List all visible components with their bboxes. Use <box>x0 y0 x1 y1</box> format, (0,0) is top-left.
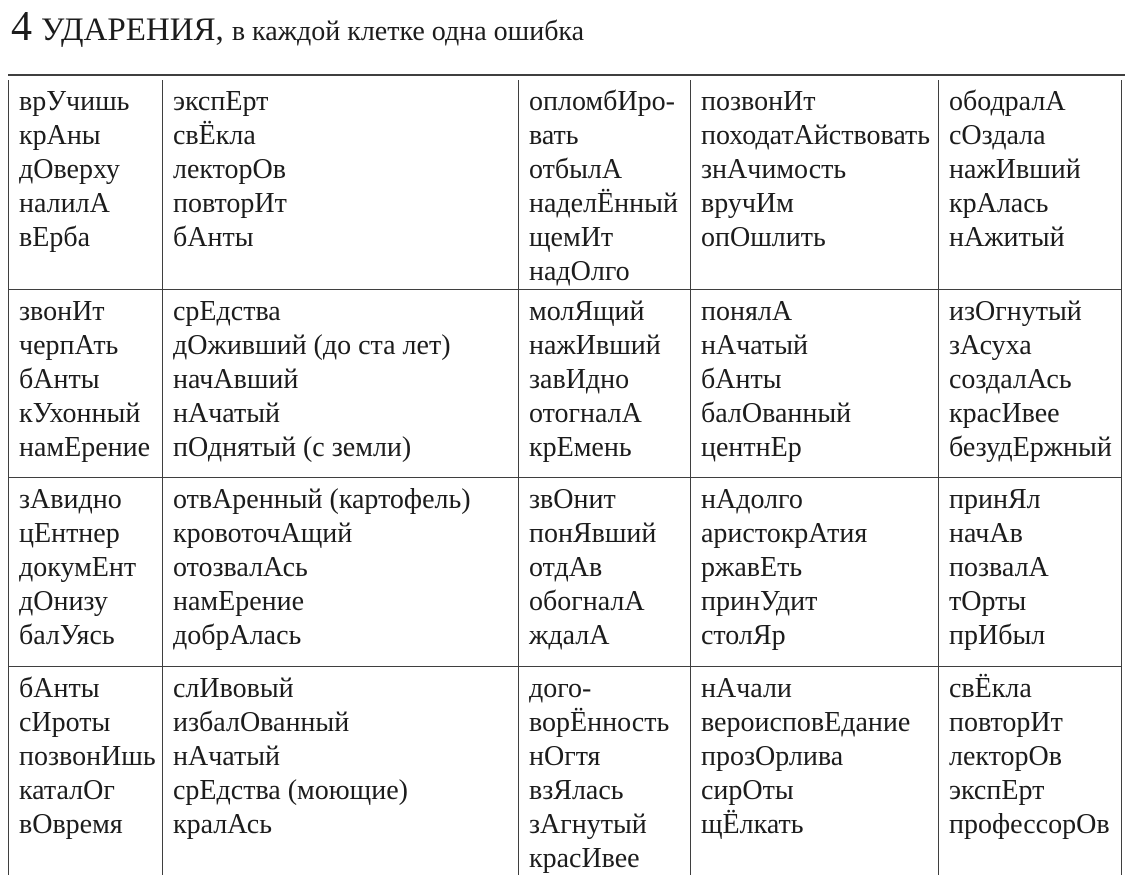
word-line: цЕнтнер <box>19 518 120 549</box>
word-line: балУясь <box>19 620 115 651</box>
word-line: нажИвший <box>949 154 1081 185</box>
word-line: опломбИро- <box>529 86 675 117</box>
word-line: бАнты <box>173 222 254 253</box>
word-line: прИбыл <box>949 620 1046 651</box>
table-cell-r3c4 <box>691 478 939 667</box>
word-line: слИвовый <box>173 673 294 704</box>
word-line: добрАлась <box>173 620 302 651</box>
word-line: позвонИшь <box>19 741 156 772</box>
stress-words-table <box>8 80 1122 875</box>
table-cell-r2c5 <box>939 290 1121 478</box>
table-cell-r2c2 <box>163 290 519 478</box>
table-cell-r1c3 <box>519 80 691 290</box>
word-line: вОвремя <box>19 809 123 840</box>
table-cell-r3c2 <box>163 478 519 667</box>
word-line: походатАйствовать <box>701 120 931 151</box>
word-line: зАвидно <box>19 484 122 515</box>
word-line: отбылА <box>529 154 623 185</box>
word-line: отозвалАсь <box>173 552 308 583</box>
table-cell-r1c1 <box>9 80 163 290</box>
word-line: пОднятый (с земли) <box>173 432 412 463</box>
word-line: безудЕржный <box>949 432 1112 463</box>
word-line: обогналА <box>529 586 645 617</box>
word-line: крАны <box>19 120 101 151</box>
word-line: врУчишь <box>19 86 130 117</box>
word-line: позвонИт <box>701 86 816 117</box>
word-line: черпАть <box>19 330 119 361</box>
word-line: принЯл <box>949 484 1041 515</box>
table-cell-r3c3 <box>519 478 691 667</box>
word-line: каталОг <box>19 775 115 806</box>
word-line: вать <box>529 120 579 151</box>
word-line: отвАренный (картофель) <box>173 484 471 515</box>
word-line: красИвее <box>949 398 1060 429</box>
word-line: создалАсь <box>949 364 1072 395</box>
horizontal-rule <box>8 74 1125 76</box>
table-cell-r4c2 <box>163 667 519 875</box>
word-line: налилА <box>19 188 110 219</box>
word-line: зАсуха <box>949 330 1032 361</box>
table-cell-r2c4 <box>691 290 939 478</box>
word-line: кУхонный <box>19 398 141 429</box>
word-line: бАнты <box>19 364 100 395</box>
page-title <box>11 6 584 48</box>
word-line: звонИт <box>19 296 105 327</box>
table-cell-r1c5 <box>939 80 1121 290</box>
table-cell-r4c5 <box>939 667 1121 875</box>
word-line: намЕрение <box>173 586 305 617</box>
word-line: нАчатый <box>701 330 809 361</box>
word-line: нАчали <box>701 673 792 704</box>
word-line: начАв <box>949 518 1023 549</box>
word-line: взЯлась <box>529 775 624 806</box>
word-line: дОнизу <box>19 586 108 617</box>
word-line: дого- <box>529 673 592 704</box>
word-line: докумЕнт <box>19 552 137 583</box>
word-line: завИдно <box>529 364 630 395</box>
word-line: надОлго <box>529 256 630 287</box>
word-line: нАчатый <box>173 741 281 772</box>
table-cell-r1c2 <box>163 80 519 290</box>
word-line: изОгнутый <box>949 296 1082 327</box>
word-line: бАнты <box>701 364 782 395</box>
word-line: звОнит <box>529 484 616 515</box>
table-cell-r3c1 <box>9 478 163 667</box>
word-line: знАчимость <box>701 154 847 185</box>
word-line: понЯвший <box>529 518 657 549</box>
word-line: нАчатый <box>173 398 281 429</box>
word-line: ворЁнность <box>529 707 670 738</box>
word-line: дОверху <box>19 154 120 185</box>
word-line: лекторОв <box>173 154 286 185</box>
word-line: крАлась <box>949 188 1049 219</box>
word-line: нажИвший <box>529 330 661 361</box>
word-line: срЕдства (моющие) <box>173 775 408 806</box>
title-subtitle: в каждой клетке одна ошибка <box>231 16 585 47</box>
word-line: столЯр <box>701 620 786 651</box>
table-cell-r3c5 <box>939 478 1121 667</box>
table-cell-r4c4 <box>691 667 939 875</box>
word-line: ждалА <box>529 620 610 651</box>
word-line: экспЕрт <box>949 775 1045 806</box>
word-line: свЁкла <box>173 120 256 151</box>
word-line: щемИт <box>529 222 614 253</box>
table-cell-r4c3 <box>519 667 691 875</box>
word-line: сирОты <box>701 775 794 806</box>
word-line: сИроты <box>19 707 111 738</box>
word-line: свЁкла <box>949 673 1032 704</box>
word-line: избалОванный <box>173 707 350 738</box>
word-line: кровоточАщий <box>173 518 353 549</box>
word-line: нАжитый <box>949 222 1065 253</box>
word-line: прозОрлива <box>701 741 844 772</box>
word-line: срЕдства <box>173 296 281 327</box>
title-heading: УДАРЕНИЯ, <box>41 12 224 48</box>
word-line: сОздала <box>949 120 1046 151</box>
word-line: позвалА <box>949 552 1049 583</box>
word-line: лекторОв <box>949 741 1062 772</box>
word-line: ободралА <box>949 86 1066 117</box>
table-cell-r4c1 <box>9 667 163 875</box>
word-line: экспЕрт <box>173 86 269 117</box>
word-line: намЕрение <box>19 432 151 463</box>
word-line: повторИт <box>949 707 1063 738</box>
word-line: крЕмень <box>529 432 632 463</box>
word-line: отдАв <box>529 552 603 583</box>
word-line: бАнты <box>19 673 100 704</box>
word-line: аристокрАтия <box>701 518 868 549</box>
word-line: щЁлкать <box>701 809 804 840</box>
word-line: отогналА <box>529 398 642 429</box>
table-cell-r1c4 <box>691 80 939 290</box>
word-line: повторИт <box>173 188 287 219</box>
word-line: понялА <box>701 296 793 327</box>
word-line: молЯщий <box>529 296 645 327</box>
table-cell-r2c3 <box>519 290 691 478</box>
word-line: вручИм <box>701 188 794 219</box>
word-line: дОживший (до ста лет) <box>173 330 451 361</box>
word-line: принУдит <box>701 586 818 617</box>
word-line: начАвший <box>173 364 299 395</box>
word-line: зАгнутый <box>529 809 647 840</box>
word-line: балОванный <box>701 398 852 429</box>
word-line: вероисповЕдание <box>701 707 911 738</box>
word-line: ржавЕть <box>701 552 803 583</box>
word-line: кралАсь <box>173 809 272 840</box>
word-line: нОгтя <box>529 741 601 772</box>
word-line: наделЁнный <box>529 188 678 219</box>
word-line: нАдолго <box>701 484 803 515</box>
word-line: профессорОв <box>949 809 1110 840</box>
word-line: вЕрба <box>19 222 90 253</box>
word-line: красИвее <box>529 843 640 874</box>
word-line: опОшлить <box>701 222 826 253</box>
word-line: центнЕр <box>701 432 802 463</box>
table-cell-r2c1 <box>9 290 163 478</box>
word-line: тОрты <box>949 586 1027 617</box>
title-number: 4 <box>11 4 32 50</box>
